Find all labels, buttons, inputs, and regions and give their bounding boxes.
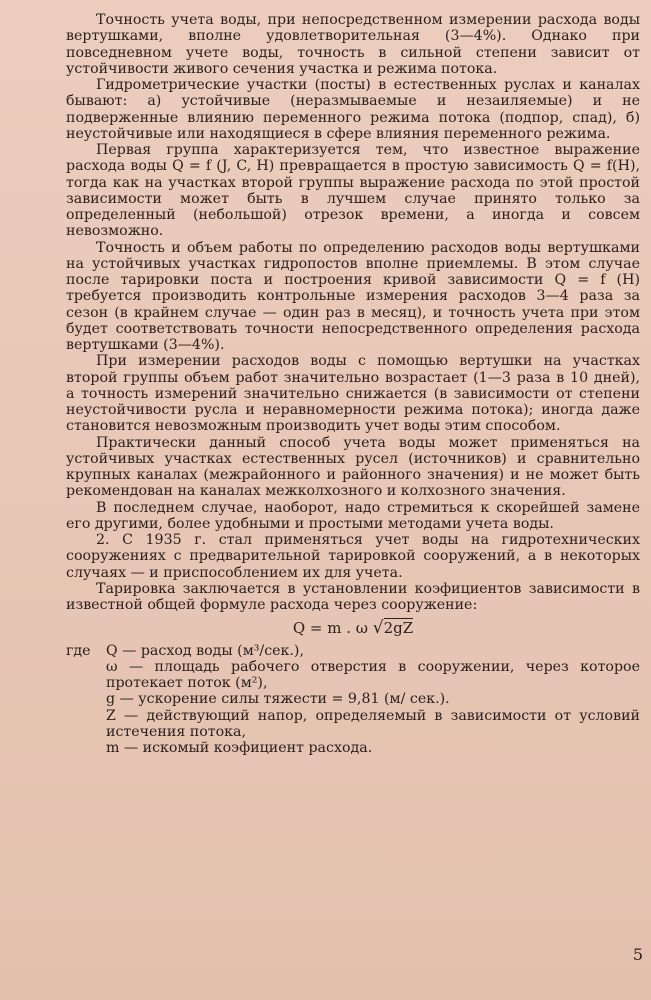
definition-row bbox=[66, 740, 640, 756]
variable-definitions bbox=[66, 643, 640, 757]
paragraph-2: Гидрометрические участки (посты) в естественных руслах и каналах бывают: а) устойчивые (неразмываемые и незаиляемые) и не подверженные влиянию переменного режима потока (подпор, спад), б) неустойчивые или находящиеся в сфере влияния переменного режима. bbox=[66, 77, 640, 142]
paragraph-7: В последнем случае, наоборот, надо стремиться к скорейшей замене его другими, более удобными и простыми методами учета воды. bbox=[66, 499, 640, 532]
paragraph-3: Первая группа характеризуется тем, что известное выражение расхода воды Q = f (J, C, H) превращается в простую зависимость Q = f(H), тогда как на участках второй группы выражение расхода по этой простой зависимости может быть в лучшем случае принято только за определенный (небольшой) отрезок времени, а иногда и совсем невозможно. bbox=[66, 142, 640, 240]
formula-lhs: Q = m . ω bbox=[292, 619, 368, 638]
body-text bbox=[66, 12, 640, 756]
formula-radical: √ bbox=[372, 618, 384, 639]
page-number: 5 bbox=[632, 945, 643, 964]
definition-m: m — искомый коэфициент расхода. bbox=[106, 740, 373, 756]
definition-row bbox=[66, 708, 640, 741]
definition-row bbox=[66, 643, 640, 659]
definition-z: Z — действующий напор, определяемый в зависимости от условий истечения потока, bbox=[106, 707, 640, 740]
paragraph-6: Практически данный способ учета воды может применяться на устойчивых участках естественных русел (источников) и сравнительно крупных каналах (межрайонного и районного значения) и не может быть рекомендован на каналах межколхозного и колхозного значения. bbox=[66, 434, 640, 500]
paragraph-5: При измерении расходов воды с помощью вертушки на участках второй группы объем работ значительно возрастает (1—3 раза в 10 дней), а точность измерений значительно снижается (в зависимости от степени неустойчивости русла и неравномерности режима потока); иногда даже становится невозможным производить учет воды этим способом. bbox=[66, 353, 640, 435]
definition-q: Q — расход воды (м³/сек.), bbox=[106, 642, 304, 659]
paragraph-8: 2. С 1935 г. стал применяться учет воды на гидротехнических сооружениях с предварительной тарировкой сооружений, а в некоторых случаях — и приспособлением их для учета. bbox=[66, 532, 640, 581]
definition-g: g — ускорение силы тяжести = 9,81 (м/ сек.). bbox=[106, 691, 450, 708]
paragraph-4: Точность и объем работы по определению расходов воды вертушками на устойчивых участках гидропостов вполне приемлемы. В этом случае после тарировки поста и построения кривой зависимости Q = f (H) требуется производить контрольные измерения расходов 3—4 раза за сезон (в крайнем случае — один раз в месяц), и точность учета при этом будет соответствовать точности непосредственного определения расхода вертушками (3—4%). bbox=[66, 239, 640, 353]
paragraph-1: Точность учета воды, при непосредственном измерении расхода воды вертушками, вполне удовлетворительная (3—4%). Однако при повседневном учете воды, точность в сильной степени зависит от устойчивости живого сечения участка и режима потока. bbox=[66, 12, 640, 77]
definition-row bbox=[66, 659, 640, 692]
discharge-formula bbox=[66, 618, 640, 639]
definition-omega: ω — площадь рабочего отверстия в сооружении, через которое протекает поток (м²), bbox=[106, 658, 640, 691]
paragraph-9: Тарировка заключается в установлении коэфициентов зависимости в известной общей формуле расхода через сооружение: bbox=[66, 580, 640, 613]
where-label: где bbox=[66, 642, 91, 659]
formula-radicand: 2gZ bbox=[383, 619, 414, 638]
definition-row bbox=[66, 691, 640, 707]
